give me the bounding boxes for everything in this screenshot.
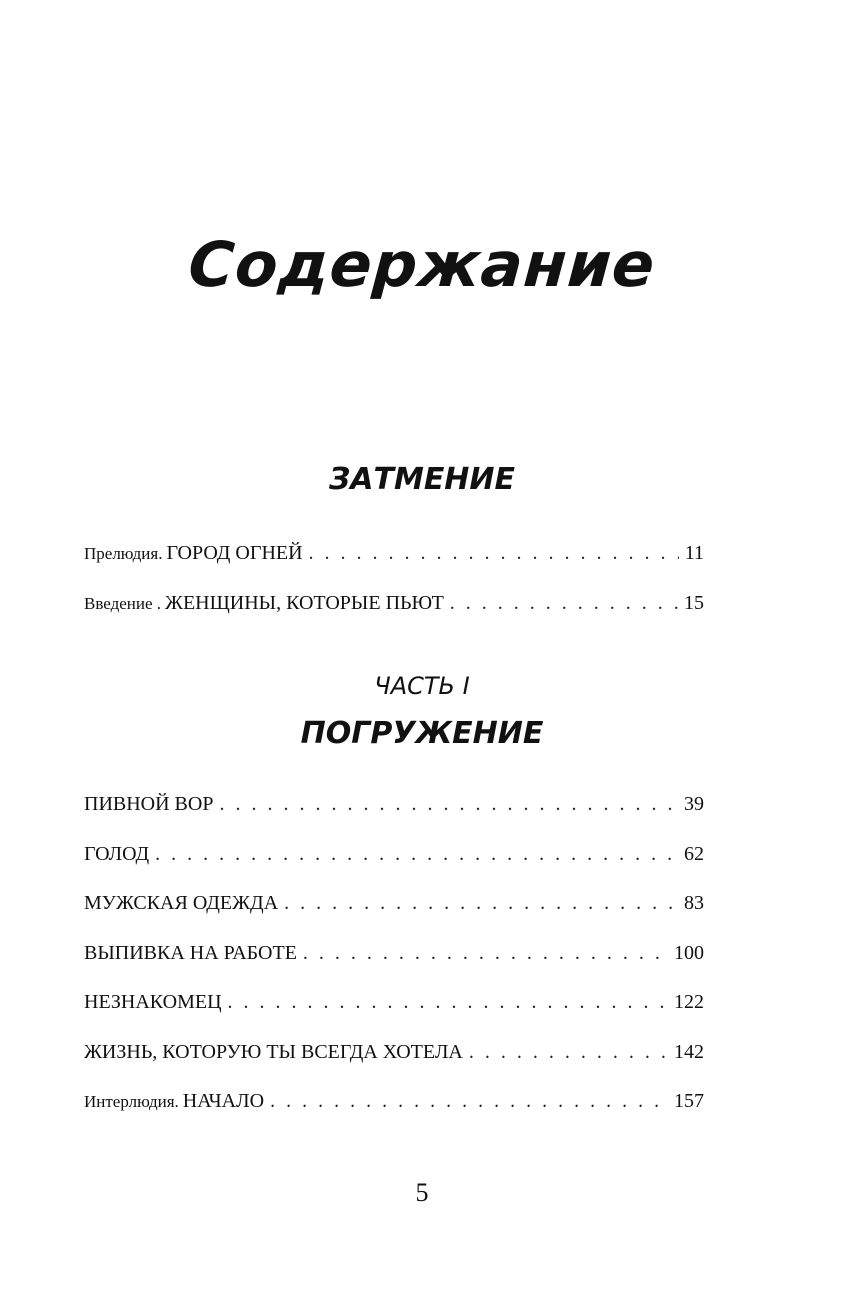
toc-list-section1 [84, 537, 704, 636]
toc-entry-label: НЕЗНАКОМЕЦ [84, 991, 222, 1013]
toc-entry-page: 157 [674, 1090, 704, 1112]
toc-entry-prefix: Введение . [84, 593, 162, 613]
page-title: Содержание [186, 228, 658, 301]
toc-entry[interactable] [84, 838, 704, 888]
toc-entry-label: ЖИЗНЬ, КОТОРУЮ ТЫ ВСЕГДА ХОТЕЛА [84, 1040, 463, 1063]
toc-entry-page: 11 [684, 542, 704, 564]
toc-entry-label: ГОЛОД [84, 842, 150, 865]
toc-entry-page: 100 [674, 941, 704, 964]
toc-list-part1 [84, 788, 704, 1135]
toc-entry-page: 39 [684, 793, 704, 815]
page-number: 5 [415, 1178, 429, 1207]
toc-entry-label: ПИВНОЙ ВОР [84, 793, 214, 815]
toc-entry-page: 15 [684, 591, 704, 614]
toc-entry-label: НАЧАЛО [182, 1090, 265, 1112]
toc-entry-label: ВЫПИВКА НА РАБОТЕ [84, 941, 297, 964]
dot-leader [284, 887, 678, 919]
toc-entry[interactable] [84, 537, 704, 587]
toc-entry-prefix: Прелюдия. [84, 544, 163, 563]
toc-entry-label: ЖЕНЩИНЫ, КОТОРЫЕ ПЬЮТ [165, 591, 444, 614]
toc-entry-page: 122 [674, 991, 704, 1013]
toc-entry-page: 62 [684, 842, 704, 865]
dot-leader [219, 788, 678, 820]
toc-entry[interactable] [84, 986, 704, 1036]
toc-entry[interactable] [84, 1036, 704, 1086]
dot-leader [155, 838, 678, 870]
toc-entry-prefix: Интерлюдия. [84, 1092, 179, 1111]
toc-entry-label: МУЖСКАЯ ОДЕЖДА [84, 892, 279, 914]
dot-leader [228, 986, 668, 1018]
toc-entry[interactable] [84, 587, 704, 637]
toc-entry[interactable] [84, 1085, 704, 1135]
section-heading-eclipse: ЗАТМЕНИЕ [328, 462, 516, 497]
toc-entry-page: 142 [674, 1040, 704, 1063]
dot-leader [469, 1036, 668, 1068]
toc-entry-page: 83 [684, 892, 704, 914]
dot-leader [309, 537, 679, 569]
toc-entry[interactable] [84, 937, 704, 987]
dot-leader [270, 1085, 668, 1117]
toc-entry-label: ГОРОД ОГНЕЙ [166, 542, 303, 564]
dot-leader [303, 937, 668, 969]
toc-entry[interactable] [84, 887, 704, 937]
dot-leader [450, 587, 678, 619]
part-label: ЧАСТЬ I [374, 672, 470, 700]
toc-entry[interactable] [84, 788, 704, 838]
section-heading-immersion: ПОГРУЖЕНИЕ [300, 716, 544, 751]
